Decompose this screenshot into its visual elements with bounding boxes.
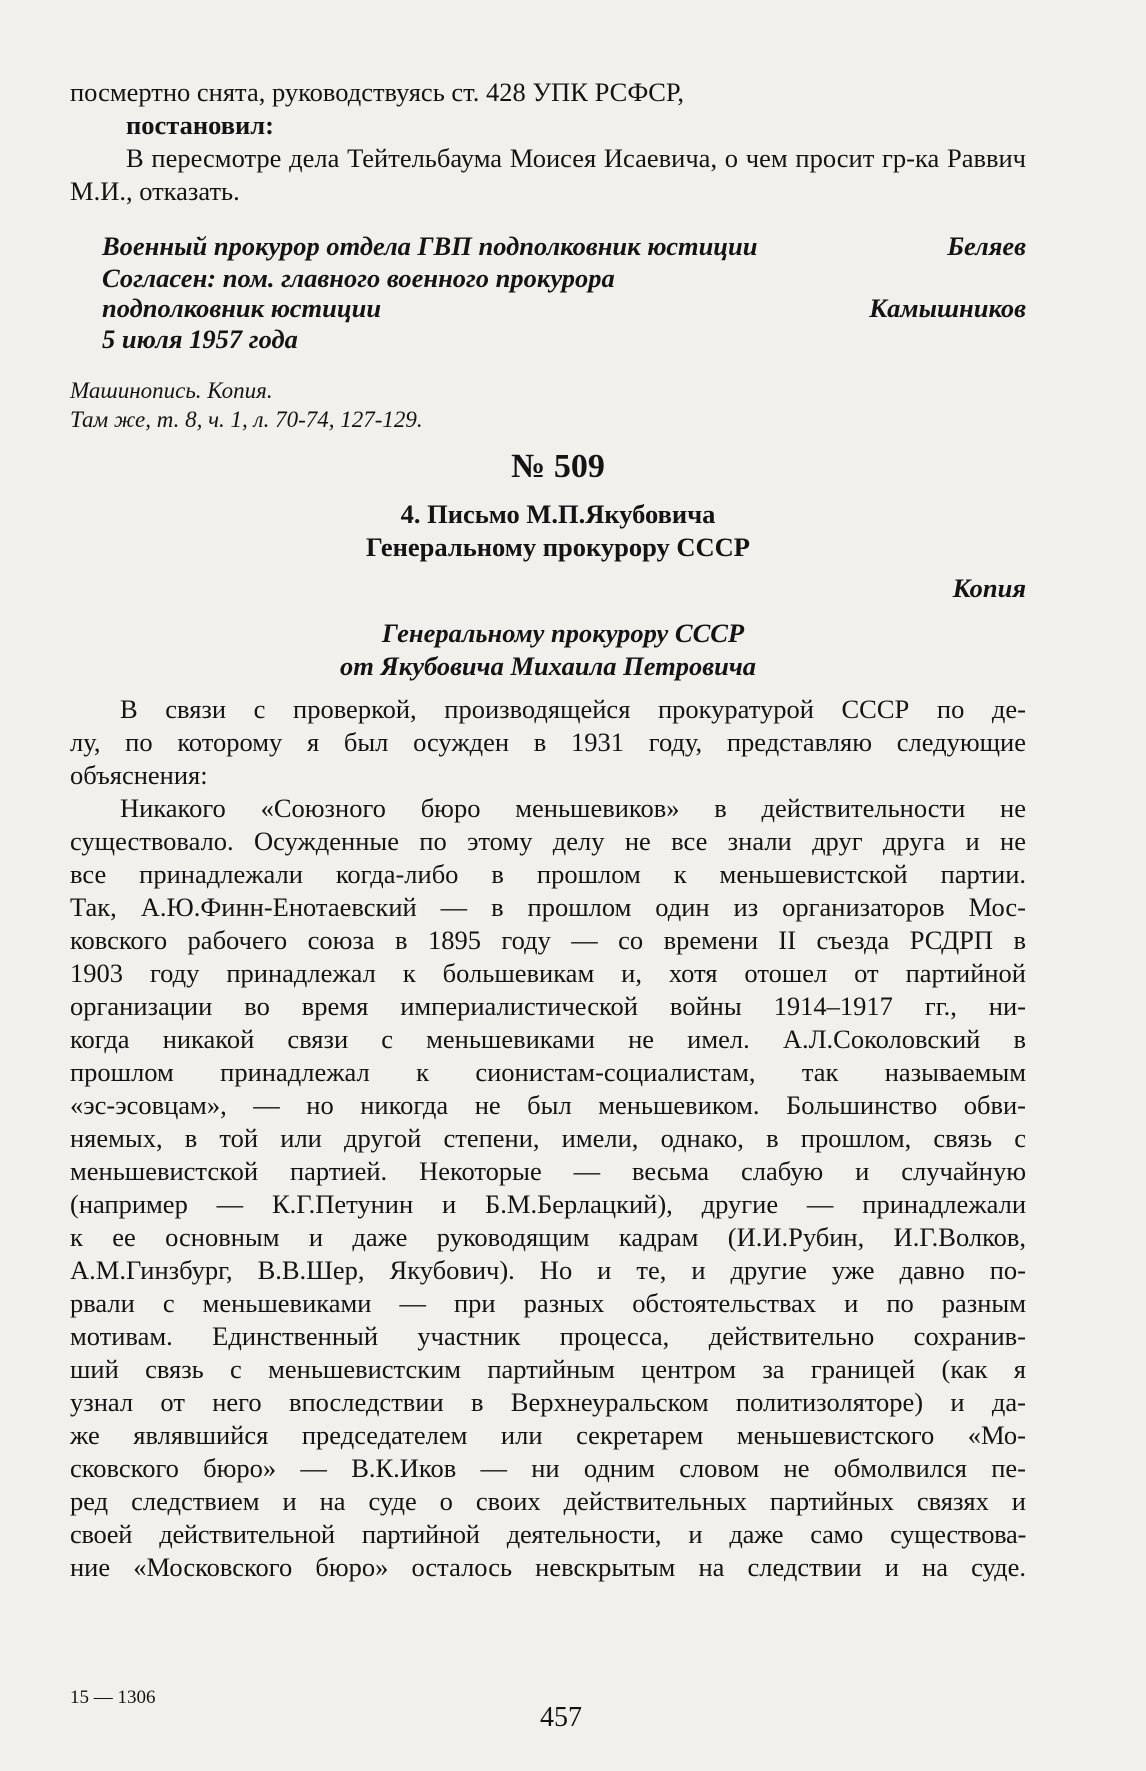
text-line: Так, А.Ю.Финн-Енотаевский — в прошлом один из организаторов Мос- [70, 892, 1026, 922]
source-type: Машинопись. Копия. [70, 378, 273, 403]
letter-body [70, 693, 1026, 1584]
text-line: (например — К.Г.Петунин и Б.М.Берлацкий), другие — принадлежали [70, 1189, 1026, 1219]
signature-row-2 [70, 293, 1026, 323]
text-line: узнал от него впоследствии в Верхнеуральском политизоляторе) и да- [70, 1387, 1026, 1417]
text-line: рвали с меньшевиками — при разных обстоятельствах и по разным [70, 1288, 1026, 1318]
text-line: же являвшийся председателем или секретарем меньшевистского «Мо- [70, 1420, 1026, 1450]
text-line: лу, по которому я был осужден в 1931 году, представляю следующие [70, 727, 1026, 757]
document-number: № 509 [511, 448, 605, 485]
text-line: мотивам. Единственный участник процесса, действительно сохранив- [70, 1321, 1026, 1351]
text-line: когда никакой связи с меньшевиками не имел. А.Л.Соколовский в [70, 1024, 1026, 1054]
text-line: меньшевистской партией. Некоторые — весьма слабую и случайную [70, 1156, 1026, 1186]
signature-name: Камышников [869, 293, 1026, 323]
text-line: к ее основным и даже руководящим кадрам (И.И.Рубин, И.Г.Волков, [70, 1222, 1026, 1252]
text-line: сковского бюро» — В.К.Иков — ни одним словом не обмолвился пе- [70, 1453, 1026, 1483]
text-line: ковского рабочего союза в 1895 году — со времени II съезда РСДРП в [70, 925, 1026, 955]
document-title: Генеральному прокурору СССР [366, 532, 750, 562]
signature-date: 5 июля 1957 года [102, 324, 298, 354]
copy-label: Копия [952, 573, 1026, 603]
text-line: все принадлежали когда-либо в прошлом к меньшевистской партии. [70, 859, 1026, 889]
decision-heading: постановил: [126, 110, 275, 140]
signature-name: Беляев [947, 231, 1026, 261]
text-line: ние «Московского бюро» осталось невскрытым на следствии и на суде. [70, 1552, 1026, 1582]
signature-line: Согласен: пом. главного военного прокурора [102, 263, 615, 293]
addressee-line: Генеральному прокурору СССР [381, 618, 745, 648]
page-number: 457 [540, 1702, 582, 1733]
signature-title: Военный прокурор отдела ГВП подполковник юстиции [102, 231, 758, 261]
document-title: 4. Письмо М.П.Якубовича [400, 499, 716, 529]
resolution-text: В пересмотре дела Тейтельбаума Моисея Исаевича, о чем просит гр-ка Раввич М.И., отказать. [70, 143, 1026, 206]
text-line: существовало. Осужденные по этому делу не все знали друг друга и не [70, 826, 1026, 856]
text-line: Никакого «Союзного бюро меньшевиков» в действительности не [120, 793, 1026, 823]
text-line: ред следствием и на суде о своих действительных партийных связях и [70, 1486, 1026, 1516]
text-line: ший связь с меньшевистским партийным центром за границей (как я [70, 1354, 1026, 1384]
source-reference: Там же, т. 8, ч. 1, л. 70-74, 127-129. [70, 407, 423, 432]
text-line: А.М.Гинзбург, В.В.Шер, Якубович). Но и те, и другие уже давно по- [70, 1255, 1026, 1285]
text-line: объяснения: [70, 760, 208, 790]
text-line: 1903 году принадлежал к большевикам и, хотя отошел от партийной [70, 958, 1026, 988]
signature-mark: 15 — 1306 [70, 1687, 156, 1708]
text-line: посмертно снята, руководствуясь ст. 428 УПК РСФСР, [70, 77, 684, 107]
page [70, 76, 1026, 1584]
text-line: няемых, в той или другой степени, имели, однако, в прошлом, связь с [70, 1123, 1026, 1153]
text-line: организации во время империалистической войны 1914–1917 гг., ни- [70, 991, 1026, 1021]
signature-title: подполковник юстиции [102, 293, 382, 323]
text-line: прошлом принадлежал к сионистам-социалистам, так называемым [70, 1057, 1026, 1087]
signature-row-1 [70, 230, 1026, 263]
sender-line: от Якубовича Михаила Петровича [340, 651, 756, 681]
text-line: «эс-эсовцам», — но никогда не был меньшевиком. Большинство обви- [70, 1090, 1026, 1120]
text-line: своей действительной партийной деятельности, и даже само существова- [70, 1519, 1026, 1549]
text-line: В связи с проверкой, производящейся прокуратурой СССР по де- [120, 694, 1026, 724]
